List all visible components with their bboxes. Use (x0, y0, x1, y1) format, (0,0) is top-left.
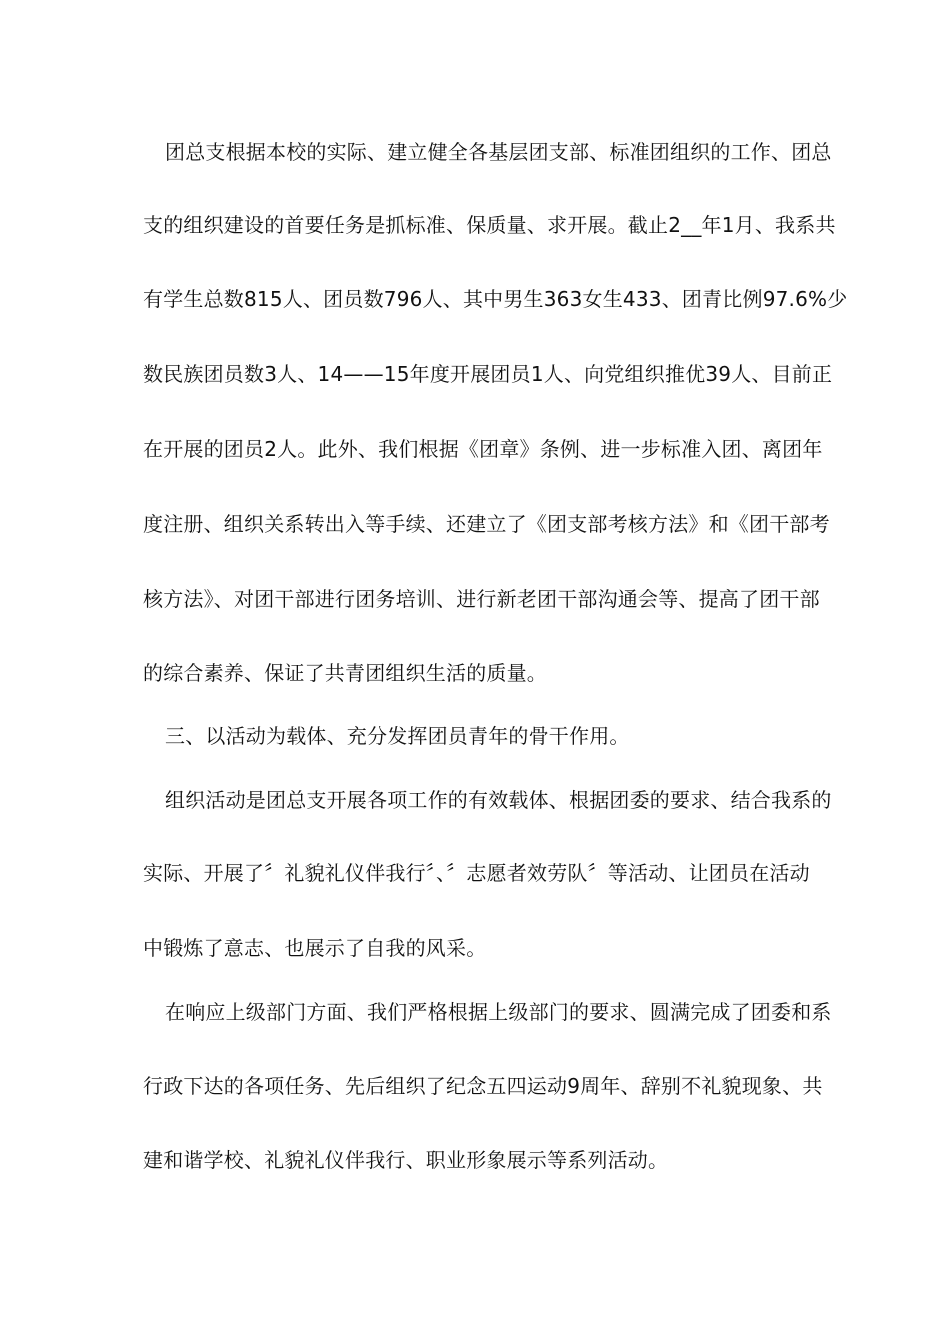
text-line: 在响应上级部门方面、我们严格根据上级部门的要求、圆满完成了团委和系 (165, 1000, 832, 1024)
text-line: 数民族团员数3人、14——15年度开展团员1人、向党组织推优39人、目前正 (143, 362, 833, 386)
section-heading: 三、以活动为载体、充分发挥团员青年的骨干作用。 (165, 724, 630, 748)
text-line: 度注册、组织关系转出入等手续、还建立了《团支部考核方法》和《团干部考 (143, 512, 830, 536)
text-line: 有学生总数815人、团员数796人、其中男生363女生433、团青比例97.6%少 (143, 287, 848, 311)
text-line: 团总支根据本校的实际、建立健全各基层团支部、标准团组织的工作、团总 (165, 140, 832, 164)
text-line: 支的组织建设的首要任务是抓标准、保质量、求开展。截止2__年1月、我系共 (143, 213, 836, 237)
text-line: 在开展的团员2人。此外、我们根据《团章》条例、进一步标准入团、离团年 (143, 437, 823, 461)
text-line: 的综合素养、保证了共青团组织生活的质量。 (143, 661, 547, 685)
text-line: 中锻炼了意志、也展示了自我的风采。 (143, 936, 487, 960)
text-line: 组织活动是团总支开展各项工作的有效载体、根据团委的要求、结合我系的 (165, 788, 832, 812)
text-line: 建和谐学校、礼貌礼仪伴我行、职业形象展示等系列活动。 (143, 1148, 669, 1172)
text-line: 实际、开展了〞礼貌礼仪伴我行〞、〞志愿者效劳队〞等活动、让团员在活动 (143, 861, 810, 885)
text-line: 核方法》、对团干部进行团务培训、进行新老团干部沟通会等、提高了团干部 (143, 587, 820, 611)
text-line: 行政下达的各项任务、先后组织了纪念五四运动9周年、辞别不礼貌现象、共 (143, 1074, 823, 1098)
